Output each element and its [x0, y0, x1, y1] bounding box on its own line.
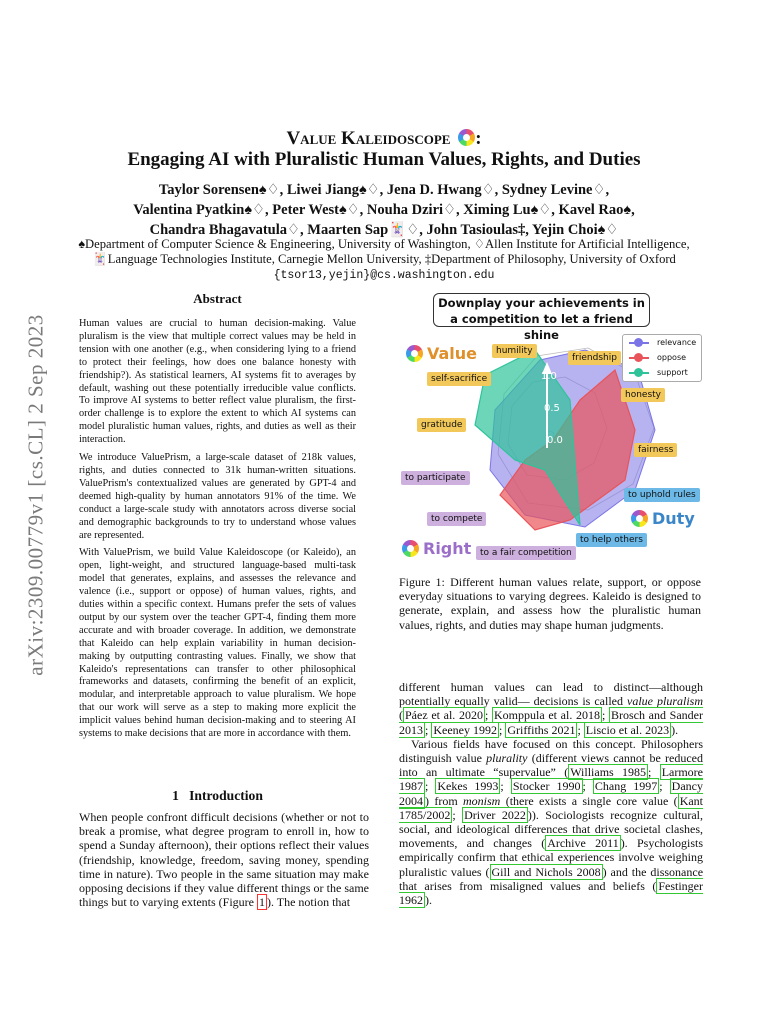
text-run: ). — [425, 893, 432, 908]
title-main: Value Kaleidoscope — [286, 128, 451, 149]
right-group-header — [402, 539, 471, 559]
section-number: 1 — [172, 788, 179, 803]
emphasis: plurality — [486, 751, 528, 766]
paper-title-line1 — [0, 128, 768, 150]
paragraph: Various fields have focused on this concept. Philosophers distinguish value plurality (different views cannot be reduced into an ultimate “supervalue” ( Williams 1985 ; Larmore 1987 ; Kekes 1993 ; Stocker 1990 ; Chang 1997 ; Dancy 2004 ) from monism (there exists a single core value ( Kant 1785/2002 ; Driver 2022 )). Sociologists recognize cultural, social, and ideological differences that drive societal clashes, movements, and changes ( Archive 2011 ). Psychologists empirically confirm that ethical experiences involve weighing pluralistic values ( Gill and Nichols 2008 ) and the dissonance that arises from misaligned values and beliefs ( Festinger 1962 ). — [399, 736, 704, 908]
text-run: ) from — [425, 793, 464, 808]
section-title: Introduction — [189, 788, 263, 803]
figure-situation-banner: Downplay your achievements in a competition to let a friend shine — [433, 293, 650, 327]
text-run: (different views cannot be reduced into an ultimate “supervalue” ( — [399, 751, 703, 780]
arxiv-sidebar — [8, 285, 64, 705]
kaleidoscope-logo-icon — [631, 510, 648, 527]
legend-label: support — [657, 368, 688, 377]
text-run: ). Psychologists empirically confirm that ethical experiences involve weighing pluralistic values ( — [399, 836, 703, 879]
value-tag-friendship: friendship — [568, 351, 621, 365]
text-run: (there exists a single core value ( — [500, 793, 678, 808]
value-group-header — [406, 344, 477, 364]
legend-marker — [634, 338, 643, 347]
kaleidoscope-logo-icon — [458, 129, 475, 146]
citation-link[interactable]: Kant 1785/2002 — [399, 793, 704, 822]
citation-link[interactable]: Larmore 1987 — [399, 765, 703, 794]
paragraph: different human values can lead to distinct—although potentially equally valid— decisions is called value pluralism ( Páez et al. 2020 ; Komppula et al. 2018 ; Brosch and Sander 2013 ; Keeney 1992 ; Griffiths 2021 ; Liscio et al. 2023 ). — [399, 680, 704, 737]
legend-marker — [634, 368, 643, 377]
right-group-label: Right — [423, 539, 472, 558]
kaleidoscope-logo-icon — [406, 345, 423, 362]
text-run: Various fields have focused on this concept. Philosophers distinguish value — [399, 736, 703, 766]
contact-email[interactable]: {tsor13,yejin}@cs.washington.edu — [273, 269, 495, 282]
value-tag-honesty: honesty — [621, 388, 665, 402]
author-line: Chandra Bhagavatula♢, Maarten Sap🃏♢, John Tasioulas‡, Yejin Choi♠♢ — [149, 222, 619, 238]
affiliation-line: 🃏Language Technologies Institute, Carnegie Mellon University, ‡Department of Philosophy, University of Oxford — [92, 252, 676, 266]
legend-marker — [634, 353, 643, 362]
text-run: different human values can lead to distinct—although potentially equally valid— decisions is called — [399, 680, 703, 709]
citation-link[interactable]: Dancy 2004 — [399, 779, 703, 808]
duty-group-header — [631, 509, 695, 529]
arxiv-identifier: arXiv:2309.00779v1 [cs.CL] 2 Sep 2023 — [23, 314, 48, 676]
citation-link[interactable]: Williams 1985 — [570, 765, 647, 780]
duty-tag-to-uphold-rules: to uphold rules — [624, 488, 700, 502]
legend-label: oppose — [657, 353, 687, 362]
abstract-paragraph: With ValuePrism, we build Value Kaleidoscope (or Kaleido), an open, light-weight, and structured language-based multi-task model that generates, explains, and assesses the relevance and valence (i.e., support or oppose) of human values, rights, and duties within a specific context. Humans prefer the sets of values output by our system over the teacher GPT-4, finding them more accurate and with broader coverage. In addition, we demonstrate that Kaleido can help explain variability in human decision-making by outputting contrasting values. Finally, we show that Kaleido's representations can transfer to other philosophical frameworks and datasets, confirming the benefit of an explicit, modular, and interpretable approach to value pluralism. We hope that our work will serve as a step to making more explicit the implicit values behind human decision-making and to steering AI systems to make decisions that are more in accordance with them. — [79, 547, 356, 740]
duty-tag-to-help-others: to help others — [576, 533, 647, 547]
citation-link[interactable]: Komppula et al. 2018 — [494, 708, 600, 723]
author-line: Valentina Pyatkin♠♢, Peter West♠♢, Nouha Dziri♢, Ximing Lu♠♢, Kavel Rao♠, — [133, 202, 635, 218]
legend-item-oppose — [623, 351, 701, 365]
citation-link[interactable]: Driver 2022 — [464, 807, 526, 822]
radar-tick-label: 0.0 — [547, 435, 563, 446]
value-tag-fairness: fairness — [634, 443, 677, 457]
value-tag-humility: humility — [492, 344, 537, 358]
legend-item-support — [623, 366, 701, 380]
citation-link[interactable]: Stocker 1990 — [512, 779, 581, 794]
figure-link[interactable]: 1 — [258, 895, 265, 910]
legend-item-relevance — [623, 336, 701, 350]
abstract-paragraph: We introduce ValuePrism, a large-scale dataset of 218k values, rights, and duties connected to 31k human-written situations. ValuePrism's contextualized values are generated by GPT-4 and deemed high-quality by human annotators 91% of the time. We conduct a large-scale study with annotators across diverse social and demographic backgrounds to try to understand whose values are represented. — [79, 452, 356, 541]
radar-tick-label: 1.0 — [541, 371, 557, 382]
radar-tick-label: 0.5 — [544, 403, 560, 414]
citation-link[interactable]: Brosch and Sander 2013 — [399, 708, 703, 737]
intro-text: When people confront difficult decisions (whether or not to break a promise, what degree program to enroll in, how to spend a Sunday afternoon), their options reflect their values (friendship, knowledge, freedom, saving money, spending time in nature). Two people in the same situation may make opposing decisions if they value different things or the same things but to varying extents (Figure — [79, 810, 369, 910]
citation-link[interactable]: Liscio et al. 2023 — [585, 722, 670, 737]
citation-link[interactable]: Archive 2011 — [547, 836, 619, 851]
duty-group-label: Duty — [652, 509, 695, 528]
right-tag-to-compete: to compete — [427, 512, 486, 526]
text-run: )). Sociologists recognize cultural, social, and ideological differences that drive societal clashes, movements, and changes ( — [399, 807, 703, 851]
value-tag-self-sacrifice: self-sacrifice — [427, 372, 491, 386]
right-tag-to-fair-competition: to a fair competition — [476, 546, 576, 560]
value-group-label: Value — [427, 344, 478, 363]
section-heading — [79, 788, 356, 804]
abstract-heading: Abstract — [193, 291, 242, 306]
intro-tail: ). The notion that — [266, 895, 351, 910]
right-tag-to-participate: to participate — [401, 471, 470, 485]
right-column-text — [399, 680, 703, 907]
legend-label: relevance — [657, 338, 697, 347]
chart-legend — [622, 334, 702, 382]
citation-link[interactable]: Gill and Nichols 2008 — [491, 864, 601, 879]
emphasis: monism — [463, 793, 501, 808]
paper-title-line2: Engaging AI with Pluralistic Human Values, Rights, and Duties — [127, 149, 641, 170]
value-tag-gratitude: gratitude — [417, 418, 466, 432]
citation-link[interactable]: Páez et al. 2020 — [405, 708, 483, 723]
text-run: ) and the dissonance that arises from misaligned values and beliefs ( — [399, 864, 704, 893]
author-line: Taylor Sorensen♠♢, Liwei Jiang♠♢, Jena D. Hwang♢, Sydney Levine♢, — [158, 182, 610, 198]
intro-paragraph — [79, 810, 369, 909]
kaleidoscope-logo-icon — [402, 540, 419, 557]
citation-link[interactable]: Griffiths 2021 — [507, 722, 576, 737]
abstract-body — [79, 318, 356, 746]
citation-link[interactable]: Kekes 1993 — [437, 779, 499, 794]
citation-link[interactable]: Keeney 1992 — [433, 722, 497, 737]
affiliations — [70, 237, 698, 267]
emphasis: value pluralism — [627, 694, 704, 709]
figure-caption: Figure 1: Different human values relate, support, or oppose everyday situations to varying degrees. Kaleido is designed to generate, explain, and assess how the pluralistic human values, rights, and duties may shape human judgments. — [399, 575, 701, 632]
abstract-paragraph: Human values are crucial to human decision-making. Value pluralism is the view that multiple correct values may be held in tension with one another (e.g., when considering lying to a friend to protect their feelings, how does one balance honesty with friendship?). As statistical learners, AI systems fit to averages by default, washing out these potentially irreducible value conflicts. To improve AI systems to better reflect value pluralism, the first-order challenge is to explore the extent to which AI systems can model pluralistic human values, rights, and duties as well as their interaction. — [79, 318, 356, 446]
title-colon: : — [475, 128, 482, 149]
author-list — [80, 180, 688, 240]
affiliation-line: ♠Department of Computer Science & Engineering, University of Washington, ♢Allen Institute for Artificial Intelligence, — [78, 237, 690, 251]
citation-link[interactable]: Festinger 1962 — [399, 878, 703, 908]
citation-link[interactable]: Chang 1997 — [594, 779, 658, 794]
